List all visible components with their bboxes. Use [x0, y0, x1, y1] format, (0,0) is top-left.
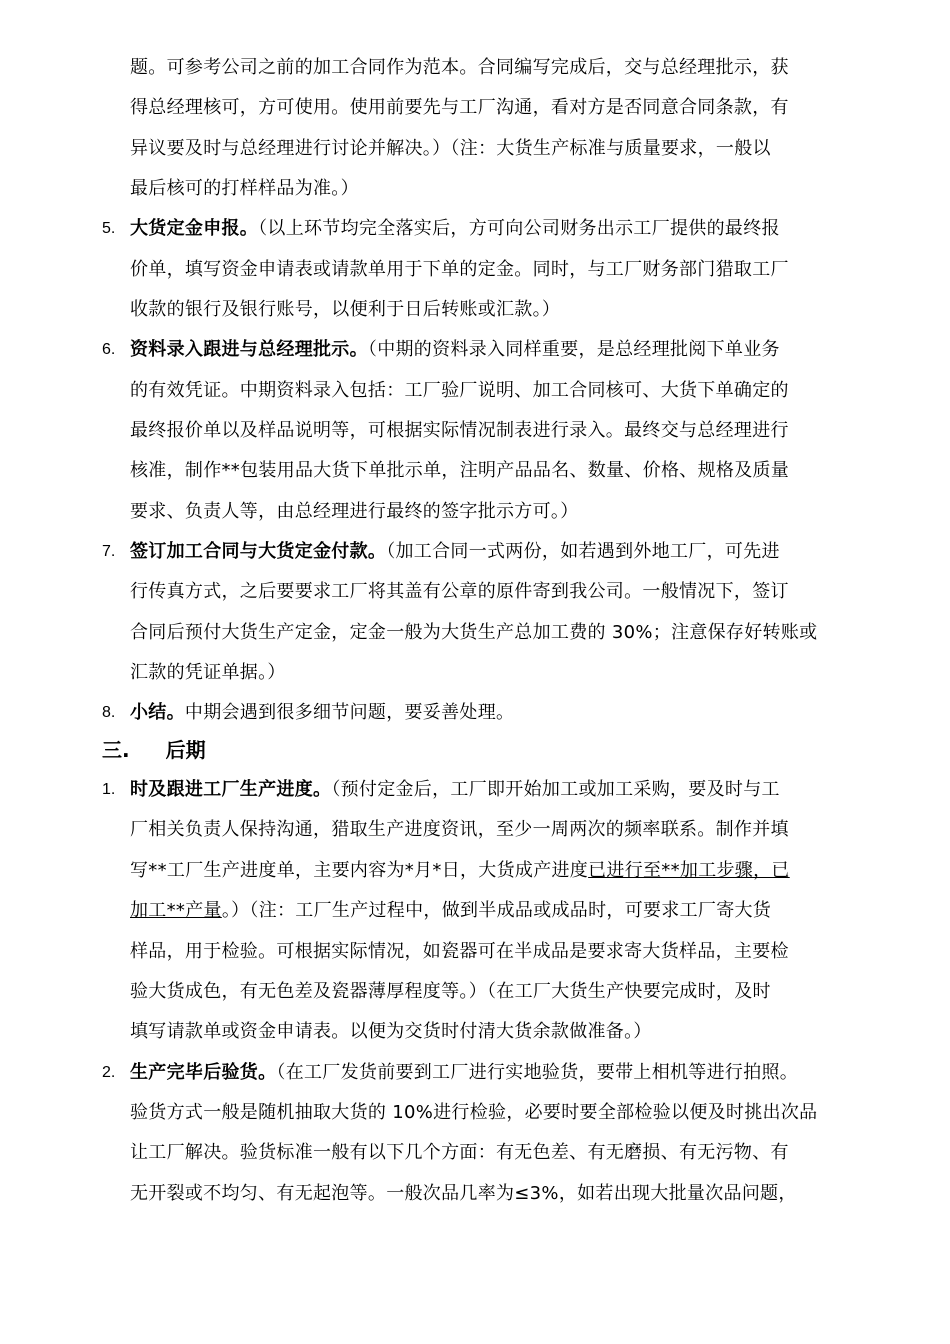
paragraph-line: 合同后预付大货生产定金，定金一般为大货生产总加工费的 30%；注意保存好转账或 — [130, 622, 818, 643]
paragraph-line: 的有效凭证。中期资料录入包括：工厂验厂说明、加工合同核可、大货下单确定的 — [130, 380, 789, 401]
paragraph-line: 最后核可的打样样品为准。） — [130, 178, 359, 199]
paragraph-text: 写**工厂生产进度单，主要内容为*月*日，大货成产进度 — [130, 860, 589, 881]
list-item-line — [130, 701, 514, 725]
paragraph-line: 题。可参考公司之前的加工合同作为范本。合同编写完成后，交与总经理批示，获 — [130, 57, 789, 78]
paragraph-line — [130, 899, 771, 923]
paragraph-line: 填写请款单或资金申请表。以便为交货时付清大货余款做准备。） — [130, 1021, 652, 1042]
paragraph-line: 让工厂解决。验货标准一般有以下几个方面：有无色差、有无磨损、有无污物、有 — [130, 1142, 789, 1163]
list-number: 5. — [102, 220, 116, 237]
paragraph-line: 验大货成色，有无色差及瓷器薄厚程度等。）（在工厂大货生产快要完成时，及时 — [130, 981, 771, 1002]
list-item-title: 小结。 — [130, 702, 185, 723]
list-number: 1. — [102, 781, 116, 798]
list-item-line — [130, 217, 780, 241]
list-item-line — [130, 540, 780, 564]
underlined-text: 加工**产量 — [130, 900, 222, 921]
paragraph-line: 样品，用于检验。可根据实际情况，如瓷器可在半成品是要求寄大货样品，主要检 — [130, 941, 789, 962]
paragraph-line: 要求、负责人等，由总经理进行最终的签字批示方可。） — [130, 501, 579, 522]
paragraph-line: 厂相关负责人保持沟通，猎取生产进度资讯，至少一周两次的频率联系。制作并填 — [130, 819, 789, 840]
list-number: 8. — [102, 704, 116, 721]
list-item-line — [130, 1061, 798, 1085]
list-item-line — [130, 338, 780, 362]
list-item-text: （在工厂发货前要到工厂进行实地验货，要带上相机等进行拍照。 — [276, 1062, 799, 1083]
paragraph-line: 最终报价单以及样品说明等，可根据实际情况制表进行录入。最终交与总经理进行 — [130, 420, 789, 441]
paragraph-line: 价单，填写资金申请表或请款单用于下单的定金。同时，与工厂财务部门猎取工厂 — [130, 259, 789, 280]
paragraph-line: 核准，制作**包装用品大货下单批示单，注明产品品名、数量、价格、规格及质量 — [130, 460, 790, 481]
list-item-title: 生产完毕后验货。 — [130, 1062, 277, 1083]
paragraph-line: 得总经理核可，方可使用。使用前要先与工厂沟通，看对方是否同意合同条款，有 — [130, 97, 789, 118]
section-heading — [102, 737, 206, 763]
list-number: 7. — [102, 543, 116, 560]
list-item-text: （中期的资料录入同样重要，是总经理批阅下单业务 — [367, 339, 780, 360]
list-item-line — [130, 778, 780, 802]
paragraph-line: 收款的银行及银行账号，以便利于日后转账或汇款。） — [130, 299, 561, 320]
paragraph-line: 行传真方式，之后要要求工厂将其盖有公章的原件寄到我公司。一般情况下，签订 — [130, 581, 789, 602]
list-item-text: 中期会遇到很多细节问题，要妥善处理。 — [184, 702, 515, 723]
list-item-text: （预付定金后，工厂即开始加工或加工采购，要及时与工 — [331, 779, 780, 800]
section-title: 后期 — [165, 738, 206, 762]
list-item-title: 资料录入跟进与总经理批示。 — [130, 339, 368, 360]
list-item-title: 时及跟进工厂生产进度。 — [130, 779, 332, 800]
paragraph-line: 验货方式一般是随机抽取大货的 10%进行检验，必要时要全部检验以便及时挑出次品 — [130, 1102, 818, 1123]
list-number: 6. — [102, 341, 116, 358]
list-item-title: 大货定金申报。 — [130, 218, 259, 239]
section-number: 三. — [102, 738, 130, 762]
underlined-text: 已进行至**加工步骤，已 — [588, 860, 790, 881]
paragraph-line — [130, 859, 790, 883]
list-number: 2. — [102, 1064, 116, 1081]
paragraph-line: 异议要及时与总经理进行讨论并解决。）（注：大货生产标准与质量要求，一般以 — [130, 138, 771, 159]
list-item-title: 签订加工合同与大货定金付款。 — [130, 541, 387, 562]
list-item-text: （以上环节均完全落实后，方可向公司财务出示工厂提供的最终报 — [258, 218, 780, 239]
paragraph-line: 汇款的凭证单据。） — [130, 662, 286, 683]
list-item-text: （加工合同一式两份，如若遇到外地工厂，可先进 — [386, 541, 780, 562]
paragraph-text: 。）（注：工厂生产过程中，做到半成品或成品时，可要求工厂寄大货 — [221, 900, 772, 921]
paragraph-line: 无开裂或不均匀、有无起泡等。一般次品几率为≤3%，如若出现大批量次品问题， — [130, 1183, 797, 1204]
